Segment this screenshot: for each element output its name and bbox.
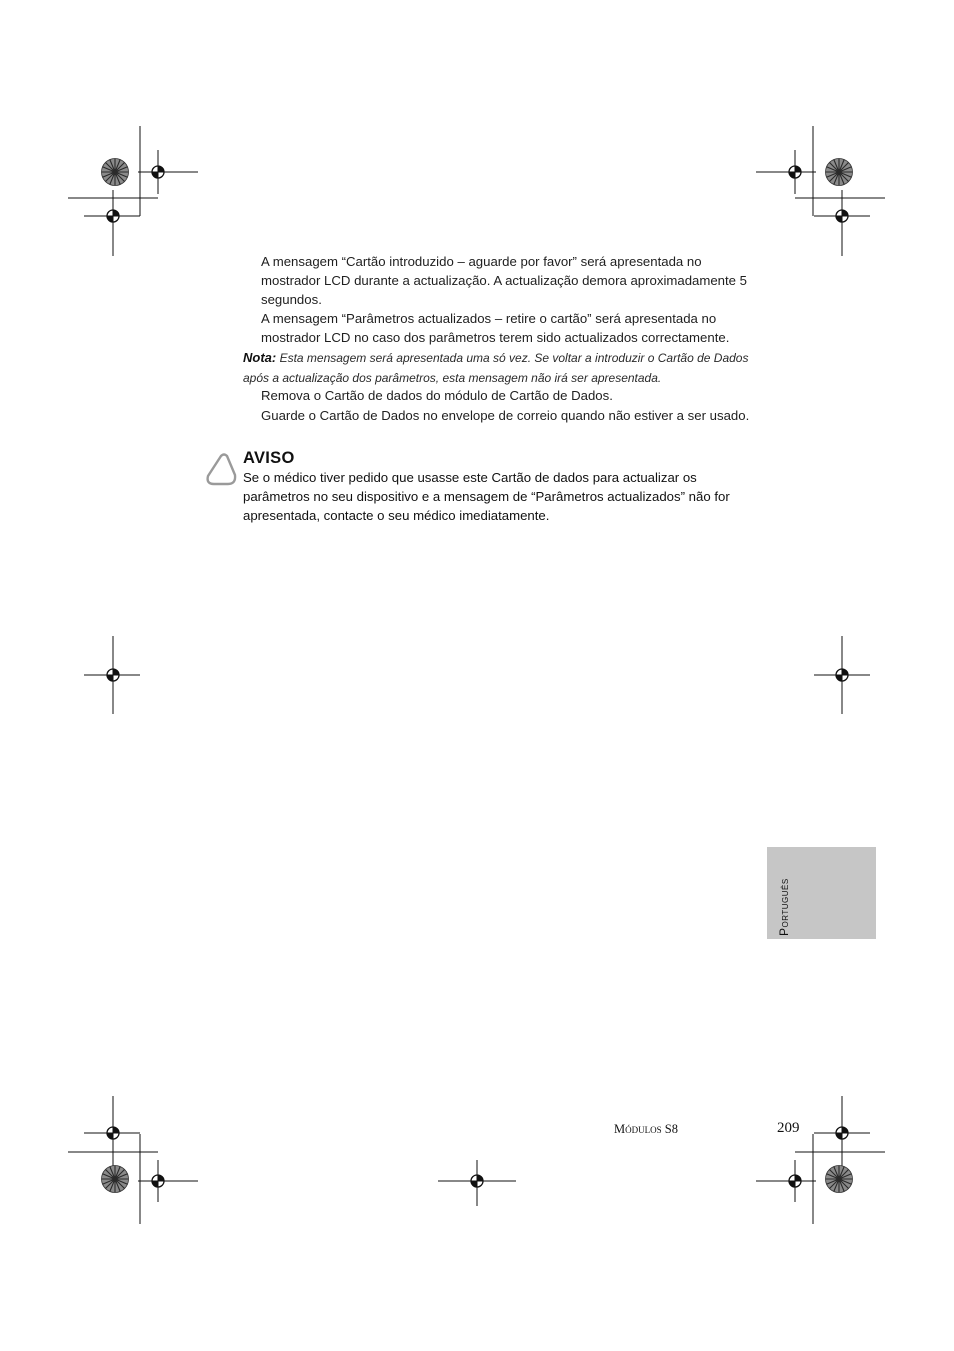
registration-mark: [828, 202, 856, 230]
color-star-mark: [102, 159, 129, 186]
instruction-paragraph: Remova o Cartão de dados do módulo de Cartão de Dados.: [261, 388, 613, 403]
registration-mark: [144, 1167, 172, 1195]
note-text: Esta mensagem será apresentada uma só vez. Se voltar a introduzir o Cartão de Dados após a actualização dos parâmetros, esta mensagem não irá ser apresentada.: [243, 351, 749, 385]
warning-triangle-icon: [208, 455, 236, 485]
color-star-mark: [102, 1166, 129, 1193]
registration-mark: [99, 1119, 127, 1147]
registration-mark: [781, 1167, 809, 1195]
warning-text: Se o médico tiver pedido que usasse este Cartão de dados para actualizar os parâmetros no seu dispositivo e a mensagem de “Parâmetros actualizados” não for apresentada, contacte o seu médico imediatamente.: [243, 470, 730, 523]
warning-title: AVISO: [243, 449, 295, 467]
language-tab-label: Português: [777, 878, 791, 936]
note-block: [243, 348, 755, 388]
instruction-paragraph: A mensagem “Parâmetros actualizados – retire o cartão” será apresentada no mostrador LCD no caso dos parâmetros terem sido actualizados correctamente.: [261, 311, 730, 345]
footer-title: Módulos S8: [614, 1122, 678, 1136]
registration-mark: [828, 1119, 856, 1147]
note-label: Nota:: [243, 350, 277, 365]
instruction-paragraph: Guarde o Cartão de Dados no envelope de correio quando não estiver a ser usado.: [261, 408, 750, 423]
registration-mark: [828, 661, 856, 689]
registration-mark: [463, 1167, 491, 1195]
registration-mark: [781, 158, 809, 186]
registration-mark: [99, 202, 127, 230]
registration-mark: [144, 158, 172, 186]
color-star-mark: [826, 1166, 853, 1193]
registration-mark: [99, 661, 127, 689]
color-star-mark: [826, 159, 853, 186]
page-number: 209: [777, 1120, 800, 1136]
instruction-paragraph: A mensagem “Cartão introduzido – aguarde por favor” será apresentada no mostrador LCD durante a actualização. A actualização demora aproximadamente 5 segundos.: [261, 254, 748, 307]
